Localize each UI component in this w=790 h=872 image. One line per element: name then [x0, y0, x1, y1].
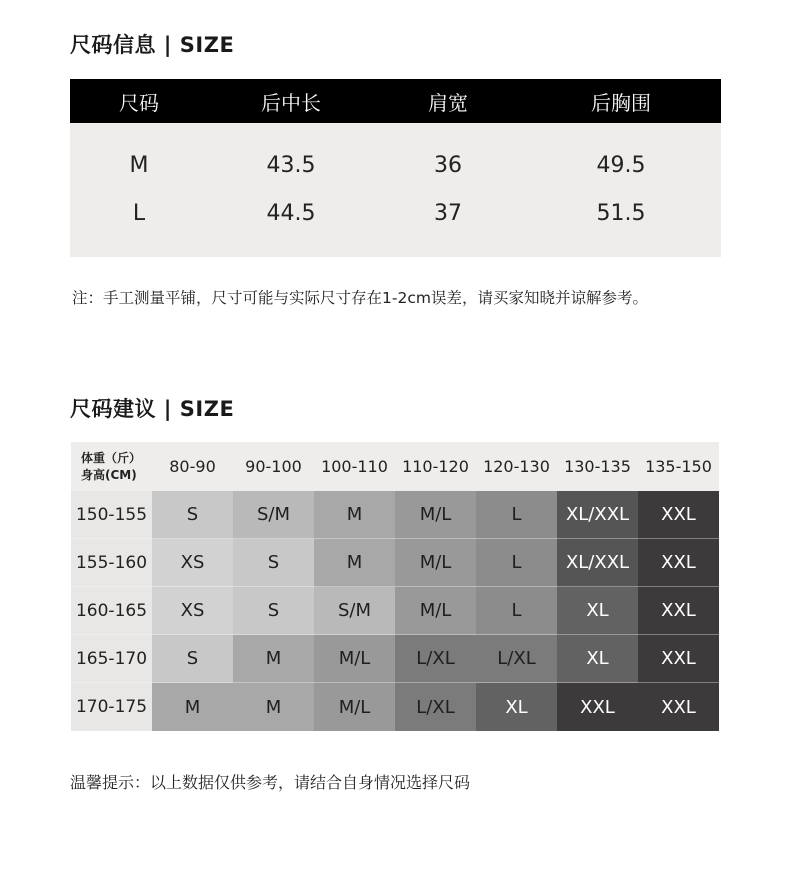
weight-header: 135-150 — [645, 457, 712, 476]
measurement-note: 注：手工测量平铺，尺寸可能与实际尺寸存在1-2cm误差，请买家知晓并谅解参考。 — [72, 289, 648, 307]
size-advice-title: 尺码建议 | SIZE — [70, 397, 235, 421]
size-cell: L — [476, 491, 557, 539]
height-label: 150-155 — [71, 491, 152, 539]
size-cell: M — [233, 635, 314, 683]
size-cell: XXL — [638, 539, 719, 587]
cell-chest: 49.5 — [596, 152, 646, 178]
cell-back-length: 43.5 — [266, 152, 316, 178]
cell-back-length: 44.5 — [266, 200, 316, 226]
size-cell: M/L — [395, 587, 476, 635]
cell-size: L — [132, 200, 146, 226]
weight-header: 100-110 — [321, 457, 388, 476]
size-cell: M/L — [314, 683, 395, 731]
table-row — [71, 683, 719, 731]
size-cell: XXL — [557, 683, 638, 731]
size-info-title: 尺码信息 | SIZE — [70, 33, 235, 57]
size-cell: S/M — [233, 491, 314, 539]
size-cell: L/XL — [395, 683, 476, 731]
weight-header: 130-135 — [564, 457, 631, 476]
size-cell: XXL — [638, 491, 719, 539]
size-cell: M/L — [395, 491, 476, 539]
table-row — [71, 539, 719, 587]
weight-header: 120-130 — [483, 457, 550, 476]
size-info-table — [70, 79, 721, 257]
size-cell: M — [233, 683, 314, 731]
table-row — [71, 635, 719, 683]
size-cell: M — [314, 539, 395, 587]
size-cell: XL — [476, 683, 557, 731]
size-cell: S — [152, 635, 233, 683]
size-cell: XL — [557, 587, 638, 635]
sizing-tip: 温馨提示：以上数据仅供参考，请结合自身情况选择尺码 — [70, 773, 471, 792]
height-label: 165-170 — [71, 635, 152, 683]
height-label: 160-165 — [71, 587, 152, 635]
size-cell: XL — [557, 635, 638, 683]
size-cell: S — [233, 539, 314, 587]
weight-header: 80-90 — [169, 457, 216, 476]
size-cell: S — [233, 587, 314, 635]
size-advice-table — [71, 442, 719, 731]
size-cell: M — [152, 683, 233, 731]
table-row — [71, 587, 719, 635]
header-shoulder: 肩宽 — [428, 90, 468, 115]
size-cell: M/L — [314, 635, 395, 683]
table-row — [70, 189, 721, 237]
size-cell: L — [476, 539, 557, 587]
size-cell: L/XL — [395, 635, 476, 683]
header-back-length: 后中长 — [261, 90, 321, 115]
size-cell: S — [152, 491, 233, 539]
header-chest: 后胸围 — [591, 90, 651, 115]
weight-axis-label: 体重（斤） — [81, 450, 142, 465]
table-row — [70, 141, 721, 189]
header-size: 尺码 — [119, 90, 159, 115]
corner-label — [71, 442, 152, 491]
size-cell: XXL — [638, 587, 719, 635]
size-cell: XS — [152, 587, 233, 635]
size-advice-body — [71, 491, 719, 731]
size-cell: S/M — [314, 587, 395, 635]
height-label: 170-175 — [71, 683, 152, 731]
size-cell: XXL — [638, 683, 719, 731]
size-cell: XL/XXL — [557, 491, 638, 539]
weight-header: 110-120 — [402, 457, 469, 476]
size-cell: M/L — [395, 539, 476, 587]
height-label: 155-160 — [71, 539, 152, 587]
height-axis-label: 身高(CM) — [81, 467, 137, 482]
size-advice-header-row — [71, 442, 719, 491]
size-cell: L/XL — [476, 635, 557, 683]
size-cell: L — [476, 587, 557, 635]
cell-size: M — [129, 152, 149, 178]
size-cell: XXL — [638, 635, 719, 683]
size-cell: XS — [152, 539, 233, 587]
size-info-header-row — [70, 79, 721, 123]
size-cell: XL/XXL — [557, 539, 638, 587]
cell-chest: 51.5 — [596, 200, 646, 226]
cell-shoulder: 37 — [434, 200, 462, 226]
cell-shoulder: 36 — [434, 152, 462, 178]
weight-header: 90-100 — [245, 457, 302, 476]
table-row — [71, 491, 719, 539]
size-info-body — [70, 123, 721, 257]
size-cell: M — [314, 491, 395, 539]
